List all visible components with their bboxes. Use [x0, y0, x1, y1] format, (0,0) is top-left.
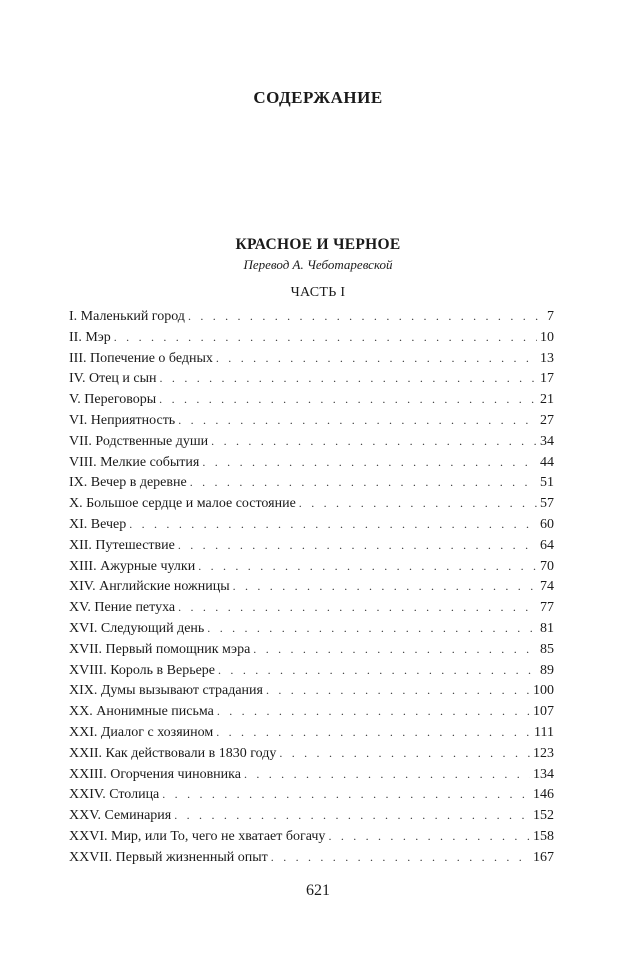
chapter-page-number: 60: [540, 516, 554, 532]
toc-entry: [69, 639, 554, 660]
dot-leader: [216, 722, 531, 743]
dot-leader: [162, 784, 530, 805]
chapter-page-number: 74: [540, 579, 554, 595]
chapter-title: XVI. Следующий день: [69, 620, 205, 636]
toc-entry: [69, 784, 554, 805]
chapter-page-number: 44: [540, 454, 554, 470]
chapter-page-number: 81: [540, 620, 554, 636]
toc-entry: [69, 826, 554, 847]
chapter-title: V. Переговоры: [69, 392, 157, 408]
chapter-title: VI. Неприятность: [69, 412, 176, 428]
chapter-title: XXI. Диалог с хозяином: [69, 724, 214, 740]
toc-entry: [69, 452, 554, 473]
toc-entry: [69, 472, 554, 493]
chapter-title: XI. Вечер: [69, 516, 127, 532]
chapter-page-number: 167: [533, 849, 554, 865]
dot-leader: [178, 597, 537, 618]
toc-entry: [69, 576, 554, 597]
chapter-page-number: 21: [540, 392, 554, 408]
chapter-page-number: 111: [534, 724, 554, 740]
chapter-page-number: 158: [533, 828, 554, 844]
toc-entry: [69, 680, 554, 701]
dot-leader: [190, 472, 537, 493]
dot-leader: [328, 826, 530, 847]
table-of-contents: [69, 306, 554, 868]
chapter-title: II. Мэр: [69, 329, 111, 345]
chapter-page-number: 152: [533, 808, 554, 824]
chapter-title: XXII. Как действовали в 1830 году: [69, 745, 277, 761]
chapter-page-number: 70: [540, 558, 554, 574]
toc-entry: [69, 805, 554, 826]
dot-leader: [216, 348, 537, 369]
dot-leader: [299, 493, 537, 514]
toc-entry: [69, 847, 554, 868]
chapter-page-number: 146: [533, 787, 554, 803]
dot-leader: [178, 410, 537, 431]
chapter-page-number: 10: [540, 329, 554, 345]
dot-leader: [211, 431, 537, 452]
chapter-page-number: 123: [533, 745, 554, 761]
toc-entry: [69, 389, 554, 410]
chapter-title: XVIII. Король в Верьере: [69, 662, 216, 678]
toc-entry: [69, 514, 554, 535]
toc-entry: [69, 410, 554, 431]
toc-entry: [69, 493, 554, 514]
chapter-page-number: 27: [540, 412, 554, 428]
toc-entry: [69, 764, 554, 785]
dot-leader: [207, 618, 537, 639]
toc-entry: [69, 368, 554, 389]
dot-leader: [253, 639, 537, 660]
chapter-title: VII. Родственные души: [69, 433, 209, 449]
chapter-title: XIV. Английские ножницы: [69, 579, 230, 595]
chapter-page-number: 89: [540, 662, 554, 678]
chapter-title: XVII. Первый помощник мэра: [69, 641, 251, 657]
toc-entry: [69, 722, 554, 743]
chapter-title: XX. Анонимные письма: [69, 704, 214, 720]
chapter-title: X. Большое сердце и малое состояние: [69, 496, 296, 512]
page-number: 621: [306, 882, 330, 899]
chapter-page-number: 57: [540, 496, 554, 512]
chapter-title: XII. Путешествие: [69, 537, 175, 553]
dot-leader: [233, 576, 537, 597]
chapter-page-number: 7: [547, 309, 554, 324]
dot-leader: [279, 743, 530, 764]
book-title: КРАСНОЕ И ЧЕРНОЕ: [235, 236, 401, 253]
dot-leader: [271, 847, 530, 868]
toc-entry: [69, 597, 554, 618]
toc-entry: [69, 431, 554, 452]
chapter-title: XXV. Семинария: [69, 808, 172, 824]
chapter-page-number: 64: [540, 537, 554, 553]
toc-entry: [69, 556, 554, 577]
toc-entry: [69, 618, 554, 639]
toc-entry: [69, 306, 554, 327]
chapter-title: IV. Отец и сын: [69, 371, 157, 387]
dot-leader: [198, 556, 537, 577]
part-heading: ЧАСТЬ I: [290, 285, 346, 300]
chapter-title: IX. Вечер в деревне: [69, 475, 187, 491]
chapter-page-number: 51: [540, 475, 554, 491]
chapter-title: XIII. Ажурные чулки: [69, 558, 196, 574]
chapter-title: VIII. Мелкие события: [69, 454, 200, 470]
chapter-title: XIX. Думы вызывают страдания: [69, 683, 263, 699]
chapter-page-number: 17: [540, 371, 554, 387]
chapter-page-number: 100: [533, 683, 554, 699]
dot-leader: [266, 680, 530, 701]
dot-leader: [129, 514, 537, 535]
chapter-title: XXVI. Мир, или То, чего не хватает богачу: [69, 828, 326, 844]
dot-leader: [188, 306, 544, 327]
dot-leader: [218, 660, 537, 681]
chapter-title: XXIII. Огорчения чиновника: [69, 766, 241, 782]
dot-leader: [174, 805, 530, 826]
chapter-page-number: 85: [540, 641, 554, 657]
toc-entry: [69, 348, 554, 369]
contents-heading: СОДЕРЖАНИЕ: [253, 88, 383, 107]
chapter-page-number: 107: [533, 704, 554, 720]
chapter-title: I. Маленький город: [69, 309, 185, 324]
chapter-title: XXIV. Столица: [69, 787, 160, 803]
dot-leader: [178, 535, 537, 556]
toc-entry: [69, 535, 554, 556]
dot-leader: [114, 327, 537, 348]
chapter-page-number: 134: [533, 766, 554, 782]
chapter-title: XV. Пение петуха: [69, 600, 176, 616]
dot-leader: [160, 368, 537, 389]
chapter-page-number: 13: [540, 350, 554, 366]
toc-entry: [69, 660, 554, 681]
toc-entry: [69, 701, 554, 722]
toc-entry: [69, 327, 554, 348]
dot-leader: [217, 701, 530, 722]
dot-leader: [159, 389, 537, 410]
toc-entry: [69, 743, 554, 764]
chapter-page-number: 77: [540, 600, 554, 616]
dot-leader: [202, 452, 537, 473]
translator-credit: Перевод А. Чеботаревской: [243, 257, 393, 272]
chapter-title: III. Попечение о бедных: [69, 350, 213, 366]
dot-leader: [244, 764, 530, 785]
chapter-title: XXVII. Первый жизненный опыт: [69, 849, 268, 865]
chapter-page-number: 34: [540, 433, 554, 449]
